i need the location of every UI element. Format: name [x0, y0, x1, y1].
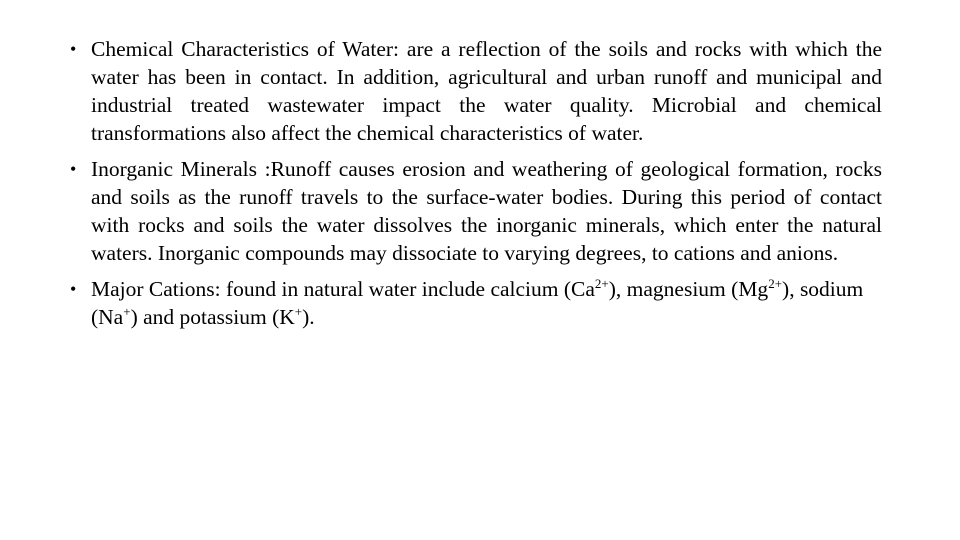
bullet-item-chemical-characteristics	[70, 35, 882, 147]
text-segment: ), magnesium (Mg	[608, 277, 769, 301]
bullet-item-major-cations	[70, 275, 882, 331]
superscript-charge: +	[123, 303, 131, 319]
bullet-list	[70, 35, 882, 339]
superscript-charge: 2+	[768, 275, 783, 291]
bullet-icon: •	[70, 159, 77, 179]
text-segment: Major Cations: found in natural water include calcium (Ca	[91, 277, 595, 301]
bullet-text: Chemical Characteristics of Water: are a reflection of the soils and rocks with which the water has been in contact. In addition, agricultural and urban runoff and municipal and industrial treated wastewater impact the water quality. Microbial and chemical transformations also affect the chemical characteristics of water.	[91, 37, 882, 145]
text-segment: ).	[302, 305, 315, 329]
superscript-charge: +	[294, 303, 303, 319]
bullet-text: Inorganic Minerals :Runoff causes erosion and weathering of geological formation, rocks and soils as the runoff travels to the surface-water bodies. During this period of contact with rocks and soils the water dissolves the inorganic minerals, which enter the natural waters. Inorganic compounds may dissociate to varying degrees, to cations and anions.	[91, 157, 882, 265]
bullet-icon: •	[70, 39, 77, 59]
bullet-icon: •	[70, 279, 77, 299]
bullet-item-inorganic-minerals	[70, 155, 882, 267]
text-segment: ) and potassium (K	[130, 305, 295, 329]
bullet-text	[91, 277, 863, 329]
text-segment: ), sodium (Na	[91, 277, 864, 329]
superscript-charge: 2+	[594, 275, 609, 291]
